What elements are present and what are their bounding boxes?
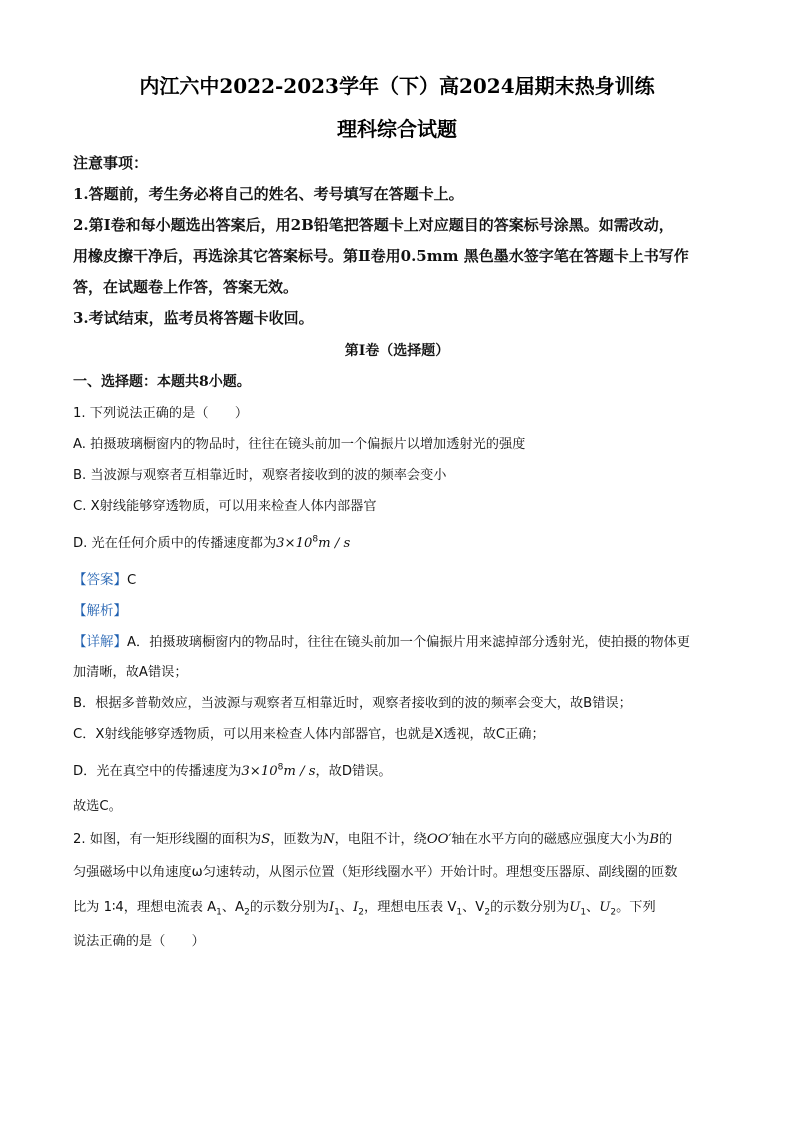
q2-line-4: 说法正确的是（ ） (73, 934, 205, 949)
exam-subtitle: 理科综合试题 (337, 117, 457, 141)
explain-a-line-2: 加清晰，故A错误； (73, 665, 188, 680)
q1-option-d-text: D. 光在任何介质中的传播速度都为 (73, 536, 277, 551)
q2-text: 、 (339, 900, 354, 915)
symbol-i: I (328, 900, 335, 915)
answer-value: C (127, 573, 137, 588)
explain-a-text: A．拍摄玻璃橱窗内的物品时，往往在镜头前加一个偏振片用来滤掉部分透射光，使拍摄的物体更 (127, 635, 690, 650)
speed-exponent: 8 (277, 762, 284, 773)
q2-text: 的示数分别为 (490, 900, 570, 915)
note-2-line-1: 2.第Ⅰ卷和每小题选出答案后，用2B铅笔把答题卡上对应题目的答案标号涂黑。如需改动， (73, 216, 674, 234)
subscript: 1 (456, 907, 463, 918)
subscript: 1 (580, 907, 587, 918)
explain-c: C．X射线能够穿透物质，可以用来检查人体内部器官，也就是X透视，故C正确； (73, 727, 545, 742)
analysis-tag: 【解析】 (73, 603, 127, 619)
subscript: 1 (216, 907, 222, 918)
speed-unit: m / s (318, 536, 351, 551)
symbol-u: U (569, 900, 581, 915)
explain-a-line-1 (73, 630, 733, 650)
note-1: 1.答题前，考生务必将自己的姓名、考号填写在答题卡上。 (73, 185, 464, 203)
symbol-b: B (649, 832, 660, 847)
q2-line-3 (73, 896, 733, 918)
speed-exponent: 8 (312, 534, 319, 545)
q1-option-b: B. 当波源与观察者互相靠近时，观察者接收到的波的频率会变小 (73, 468, 447, 483)
part-heading: 第Ⅰ卷（选择题） (344, 343, 450, 359)
explain-d-text: D．光在真空中的传播速度为 (73, 764, 242, 779)
speed-unit: m / s (283, 764, 316, 779)
explain-d-end: ，故D错误。 (315, 764, 392, 779)
q2-text: 的 (659, 832, 673, 847)
speed-value: 3×10 (241, 764, 278, 779)
q1-option-a: A. 拍摄玻璃橱窗内的物品时，往往在镜头前加一个偏振片以增加透射光的强度 (73, 437, 526, 452)
q2-text: ，理想电压表 V (364, 900, 457, 915)
q2-line-2: 匀强磁场中以角速度ω匀速转动，从图示位置（矩形线圈水平）开始计时。理想变压器原、副线圈的匝数 (73, 865, 678, 880)
q2-text: 、 (586, 900, 600, 915)
symbol-s: S (261, 832, 271, 847)
subscript: 2 (358, 907, 365, 918)
q2-text: ，电阻不计，绕 (334, 832, 427, 847)
notes-heading: 注意事项： (73, 154, 149, 172)
symbol-n: N (323, 832, 335, 847)
q2-text: 轴在水平方向的磁感应强度大小为 (451, 832, 650, 847)
detail-tag: 【详解】 (73, 634, 127, 650)
subscript: 2 (484, 907, 491, 918)
q1-option-d (73, 532, 733, 551)
q1-stem: 1. 下列说法正确的是（ ） (73, 406, 249, 421)
note-2-line-3: 答，在试题卷上作答，答案无效。 (73, 278, 299, 296)
explain-b: B．根据多普勒效应，当波源与观察者互相靠近时，观察者接收到的波的频率会变大，故B错误； (73, 696, 632, 711)
answer-tag: 【答案】 (73, 572, 127, 588)
exam-title: 内江六中2022-2023学年（下）高2024届期末热身训练 (139, 74, 655, 98)
q2-text: 2. 如图，有一矩形线圈的面积为 (73, 832, 262, 847)
symbol-axis: OO′ (426, 832, 452, 847)
section-heading: 一、选择题：本题共8小题。 (73, 374, 251, 390)
q2-text: 。下列 (616, 900, 656, 915)
q1-conclusion: 故选C。 (73, 799, 122, 814)
q2-text: 的示数分别为 (249, 900, 329, 915)
note-2-line-2: 用橡皮擦干净后，再选涂其它答案标号。第Ⅱ卷用0.5mm 黑色墨水签字笔在答题卡上书写作 (73, 247, 689, 265)
q1-option-c: C. X射线能够穿透物质，可以用来检查人体内部器官 (73, 499, 377, 514)
q2-text: 、V (462, 900, 485, 915)
q1-answer (73, 568, 733, 588)
symbol-i: I (353, 900, 359, 915)
subscript: 2 (610, 907, 617, 918)
q2-line-1 (73, 828, 733, 847)
note-3: 3.考试结束，监考员将答题卡收回。 (73, 309, 314, 327)
q2-text: ，匝数为 (270, 832, 324, 847)
symbol-u: U (599, 900, 611, 915)
q2-text: 比为 1∶4，理想电流表 A (73, 900, 217, 915)
subscript: 2 (244, 907, 250, 918)
subscript: 1 (334, 907, 340, 918)
speed-value: 3×10 (276, 536, 313, 551)
q2-text: 、A (221, 900, 245, 915)
explain-d (73, 760, 733, 779)
